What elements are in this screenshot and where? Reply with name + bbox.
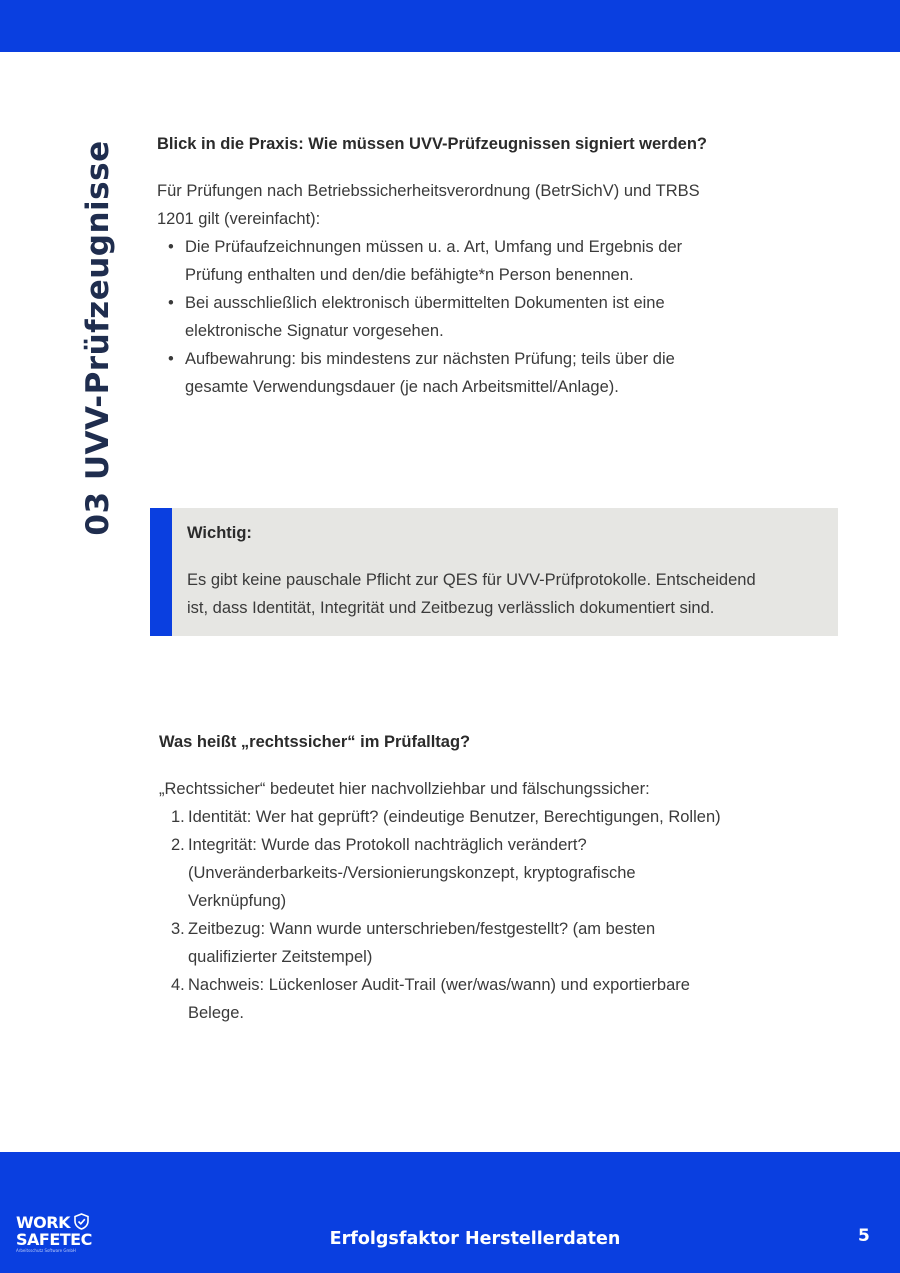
list-item: [159, 831, 809, 915]
item-line: Nachweis: Lückenloser Audit-Trail (wer/was/wann) und exportierbare: [188, 976, 690, 994]
legal-intro: „Rechtssicher“ bedeutet hier nachvollziehbar und fälschungssicher:: [159, 780, 650, 798]
practice-bullet-list: [157, 233, 797, 401]
item-line: Identität: Wer hat geprüft? (eindeutige Benutzer, Berechtigungen, Rollen): [188, 808, 721, 826]
important-callout: [150, 508, 838, 636]
legal-numbered-list: [159, 803, 809, 1027]
item-number: 2.: [171, 836, 185, 854]
bullet-line: gesamte Verwendungsdauer (je nach Arbeitsmittel/Anlage).: [185, 378, 619, 396]
legal-section: [159, 731, 809, 1027]
list-item: [157, 289, 797, 345]
callout-accent-bar: [150, 508, 172, 636]
item-number: 3.: [171, 920, 185, 938]
footer-bar: [0, 1152, 900, 1273]
callout-text: [187, 566, 827, 622]
item-number: 1.: [171, 808, 185, 826]
item-line: qualifizierter Zeitstempel): [188, 948, 373, 966]
item-line: Verknüpfung): [188, 892, 287, 910]
practice-intro-line: Für Prüfungen nach Betriebssicherheitsverordnung (BetrSichV) und TRBS: [157, 182, 700, 200]
header-bar: [0, 0, 900, 52]
practice-intro-line: 1201 gilt (vereinfacht):: [157, 210, 321, 228]
list-item: [157, 233, 797, 289]
practice-heading: Blick in die Praxis: Wie müssen UVV-Prüfzeugnissen signiert werden?: [157, 135, 708, 153]
footer-title: Erfolgsfaktor Herstellerdaten: [329, 1229, 621, 1249]
item-line: Zeitbezug: Wann wurde unterschrieben/festgestellt? (am besten: [188, 920, 656, 938]
callout-line: ist, dass Identität, Integrität und Zeitbezug verlässlich dokumentiert sind.: [187, 599, 715, 617]
list-item: [159, 803, 809, 831]
item-line: Belege.: [188, 1004, 244, 1022]
logo-text-line: SAFETEC: [16, 1230, 92, 1249]
bullet-line: Prüfung enthalten und den/die befähigte*n Person benennen.: [185, 266, 634, 284]
list-item: [157, 345, 797, 401]
practice-intro: [157, 177, 797, 233]
logo-text-line: WORK: [16, 1213, 70, 1232]
item-line: Integrität: Wurde das Protokoll nachträglich verändert?: [188, 836, 587, 854]
vertical-section-title: 03 UVV-Prüfzeugnisse: [80, 140, 116, 536]
legal-heading: Was heißt „rechtssicher“ im Prüfalltag?: [159, 733, 471, 751]
logo-tagline: Arbeitsschutz Software GmbH: [16, 1248, 76, 1253]
list-item: [159, 915, 809, 971]
page-number: 5: [858, 1226, 870, 1246]
callout-line: Es gibt keine pauschale Pflicht zur QES für UVV-Prüfprotokolle. Entscheidend: [187, 571, 756, 589]
bullet-line: Die Prüfaufzeichnungen müssen u. a. Art, Umfang und Ergebnis der: [185, 238, 683, 256]
bullet-line: Bei ausschließlich elektronisch übermittelten Dokumenten ist eine: [185, 294, 665, 312]
list-item: [159, 971, 809, 1027]
item-line: (Unveränderbarkeits-/Versionierungskonzept, kryptografische: [188, 864, 636, 882]
item-number: 4.: [171, 976, 185, 994]
callout-title: Wichtig:: [187, 524, 252, 542]
practice-section: [157, 133, 797, 401]
shield-check-icon: [74, 1213, 89, 1230]
bullet-line: elektronische Signatur vorgesehen.: [185, 322, 444, 340]
bullet-line: Aufbewahrung: bis mindestens zur nächsten Prüfung; teils über die: [185, 350, 675, 368]
